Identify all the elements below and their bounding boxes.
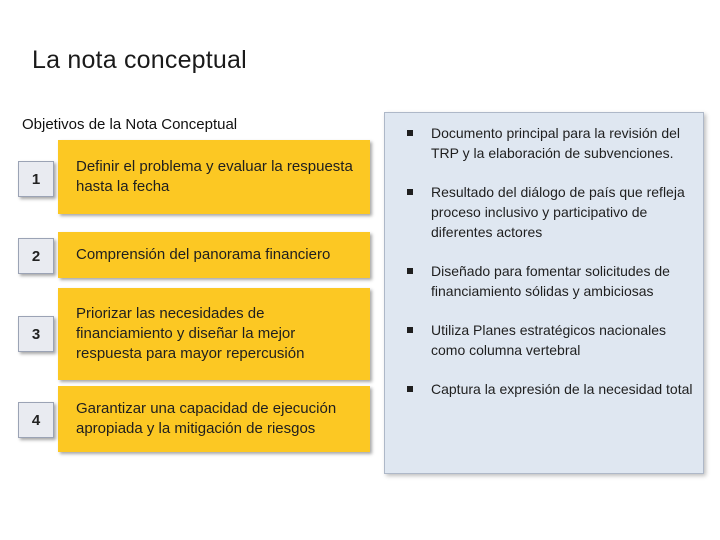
objectives-heading: Objetivos de la Nota Conceptual	[22, 116, 238, 133]
objective-item-4	[18, 386, 370, 452]
info-panel	[384, 112, 704, 474]
info-bullet-item	[385, 182, 703, 242]
info-bullet-text: Documento principal para la revisión del TRP y la elaboración de subvenciones.	[431, 125, 681, 161]
objective-text: Definir el problema y evaluar la respuesta hasta la fecha	[76, 158, 353, 195]
info-bullet-text: Diseñado para fomentar solicitudes de financiamiento sólidas y ambiciosas	[431, 263, 670, 299]
info-bullet-list	[385, 123, 703, 418]
objective-text: Garantizar una capacidad de ejecución apropiada y la mitigación de riesgos	[76, 400, 337, 437]
info-bullet-item	[385, 379, 703, 399]
objectives-list	[18, 140, 370, 480]
objective-item-1	[18, 140, 370, 214]
info-bullet-text: Resultado del diálogo de país que refleja proceso inclusivo y participativo de diferentes actores	[431, 184, 685, 240]
objective-number: 3	[18, 316, 54, 352]
slide-title: La nota conceptual	[32, 46, 247, 74]
square-bullet-icon	[407, 189, 413, 195]
square-bullet-icon	[407, 327, 413, 333]
objective-text: Priorizar las necesidades de financiamiento y diseñar la mejor respuesta para mayor repercusión	[76, 305, 305, 362]
objective-number: 4	[18, 402, 54, 438]
info-bullet-item	[385, 123, 703, 163]
objective-text: Comprensión del panorama financiero	[76, 246, 331, 263]
square-bullet-icon	[407, 268, 413, 274]
objective-number: 1	[18, 161, 54, 197]
info-bullet-text: Captura la expresión de la necesidad total	[431, 381, 693, 397]
square-bullet-icon	[407, 386, 413, 392]
square-bullet-icon	[407, 130, 413, 136]
info-bullet-item	[385, 261, 703, 301]
objective-number: 2	[18, 238, 54, 274]
info-bullet-text: Utiliza Planes estratégicos nacionales como columna vertebral	[431, 322, 667, 358]
info-bullet-item	[385, 320, 703, 360]
objective-item-2	[18, 232, 370, 278]
objective-item-3	[18, 288, 370, 380]
